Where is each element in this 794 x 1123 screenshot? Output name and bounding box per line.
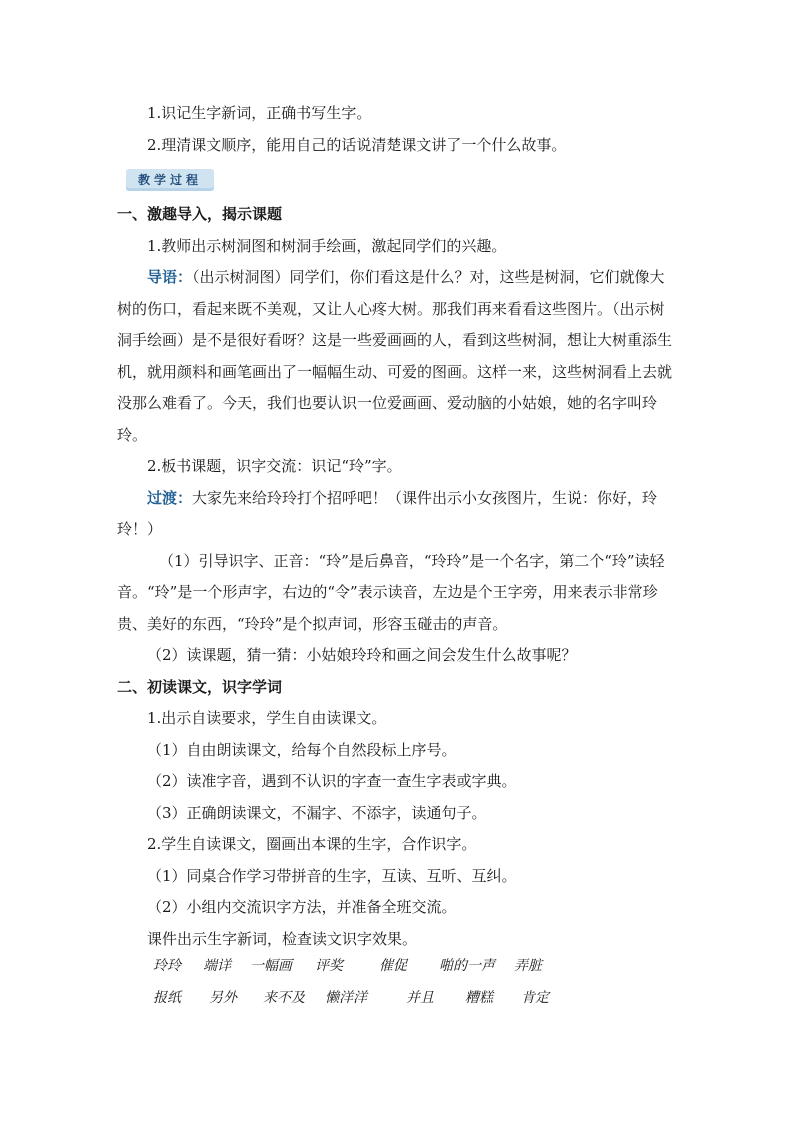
vocab-word: 一幅画: [250, 958, 292, 974]
vocab-word: 评奖: [315, 958, 343, 974]
goal-2: 2.理清课文顺序，能用自己的话说清楚课文讲了一个什么故事。: [147, 135, 567, 154]
vocab-word: 玲玲: [153, 958, 181, 974]
section-1-item-1: 1.教师出示树洞图和树洞手绘画，激起同学们的兴趣。: [147, 236, 507, 255]
section-2-item-1: 1.出示自读要求，学生自由读课文。: [147, 709, 387, 727]
vocab-word: 端详: [203, 958, 231, 974]
coop-step-1: （1）同桌合作学习带拼音的生字，互读、互听、互纠。: [147, 866, 517, 885]
requirement-3: （3）正确朗读课文，不漏字、不添字，读通句子。: [147, 803, 487, 822]
vocab-word: 糟糕: [465, 990, 493, 1006]
vocab-word: 并且: [406, 990, 434, 1006]
vocab-word: 肯定: [521, 990, 549, 1006]
sub-step-2: （2）读课题，猜一猜：小姑娘玲玲和画之间会发生什么故事呢？: [147, 646, 577, 664]
vocab-word: 啪的一声: [439, 958, 495, 974]
vocab-word: 另外: [209, 990, 237, 1006]
badge-row: [117, 161, 677, 199]
requirement-1: （1）自由朗读课文，给每个自然段标上序号。: [147, 740, 457, 759]
vocab-word: 报纸: [153, 990, 181, 1006]
vocab-word: 懒洋洋: [325, 990, 367, 1006]
section-1-item-2: 2.板书课题，识字交流：识记“玲”字。: [147, 457, 402, 475]
intro-paragraph: [117, 262, 677, 451]
requirement-2: （2）读准字音，遇到不认识的字查一查生字表或字典。: [147, 772, 517, 790]
check-instruction: 课件出示生字新词，检查读文识字效果。: [147, 929, 418, 948]
coop-step-2: （2）小组内交流识字方法，并准备全班交流。: [147, 898, 457, 916]
vocab-word: 弄脏: [514, 958, 542, 974]
vocab-word: 催促: [379, 958, 407, 974]
teaching-process-badge: 教学过程: [126, 169, 214, 191]
section-2-item-2: 2.学生自读课文，圈画出本课的生字，合作识字。: [147, 835, 477, 853]
section-2-title: 二、初读课文，识字学词: [117, 677, 283, 696]
section-1-title: 一、激趣导入，揭示课题: [117, 205, 283, 223]
transition-text: 大家先来给玲玲打个招呼吧！（课件出示小女孩图片，生说：你好，玲玲！）: [117, 488, 658, 538]
vocab-word: 来不及: [263, 990, 305, 1006]
lead-label-transition: 过渡：: [147, 488, 193, 507]
sub-step-1: （1）引导识字、正音：“玲”是后鼻音，“玲玲”是一个名字，第二个“玲”读轻音。“玲”是一个形声字，右边的“令”表示读音，左边是个王字旁，用来表示非常珍贵、美好的东西，“玲玲”是个拟声词，形容玉碰击的声音。: [117, 551, 665, 633]
intro-text: （出示树洞图）同学们，你们看这是什么？对，这些是树洞，它们就像大树的伤口，看起来既不美观，又让人心疼大树。那我们再来看看这些图片。（出示树洞手绘画）是不是很好看呀？这是一些爱画画的人，看到这些树洞，想让大树重添生机，就用颜料和画笔画出了一幅幅生动、可爱的图画。这样一来，这些树洞看上去就没那么难看了。今天，我们也要认识一位爱画画、爱动脑的小姑娘，她的名字叫玲玲。: [117, 268, 673, 444]
lead-label-intro: 导语：: [147, 268, 193, 286]
transition-paragraph: [117, 483, 677, 546]
lesson-content: [117, 98, 677, 955]
goal-1: 1.识记生字新词，正确书写生字。: [147, 104, 372, 122]
